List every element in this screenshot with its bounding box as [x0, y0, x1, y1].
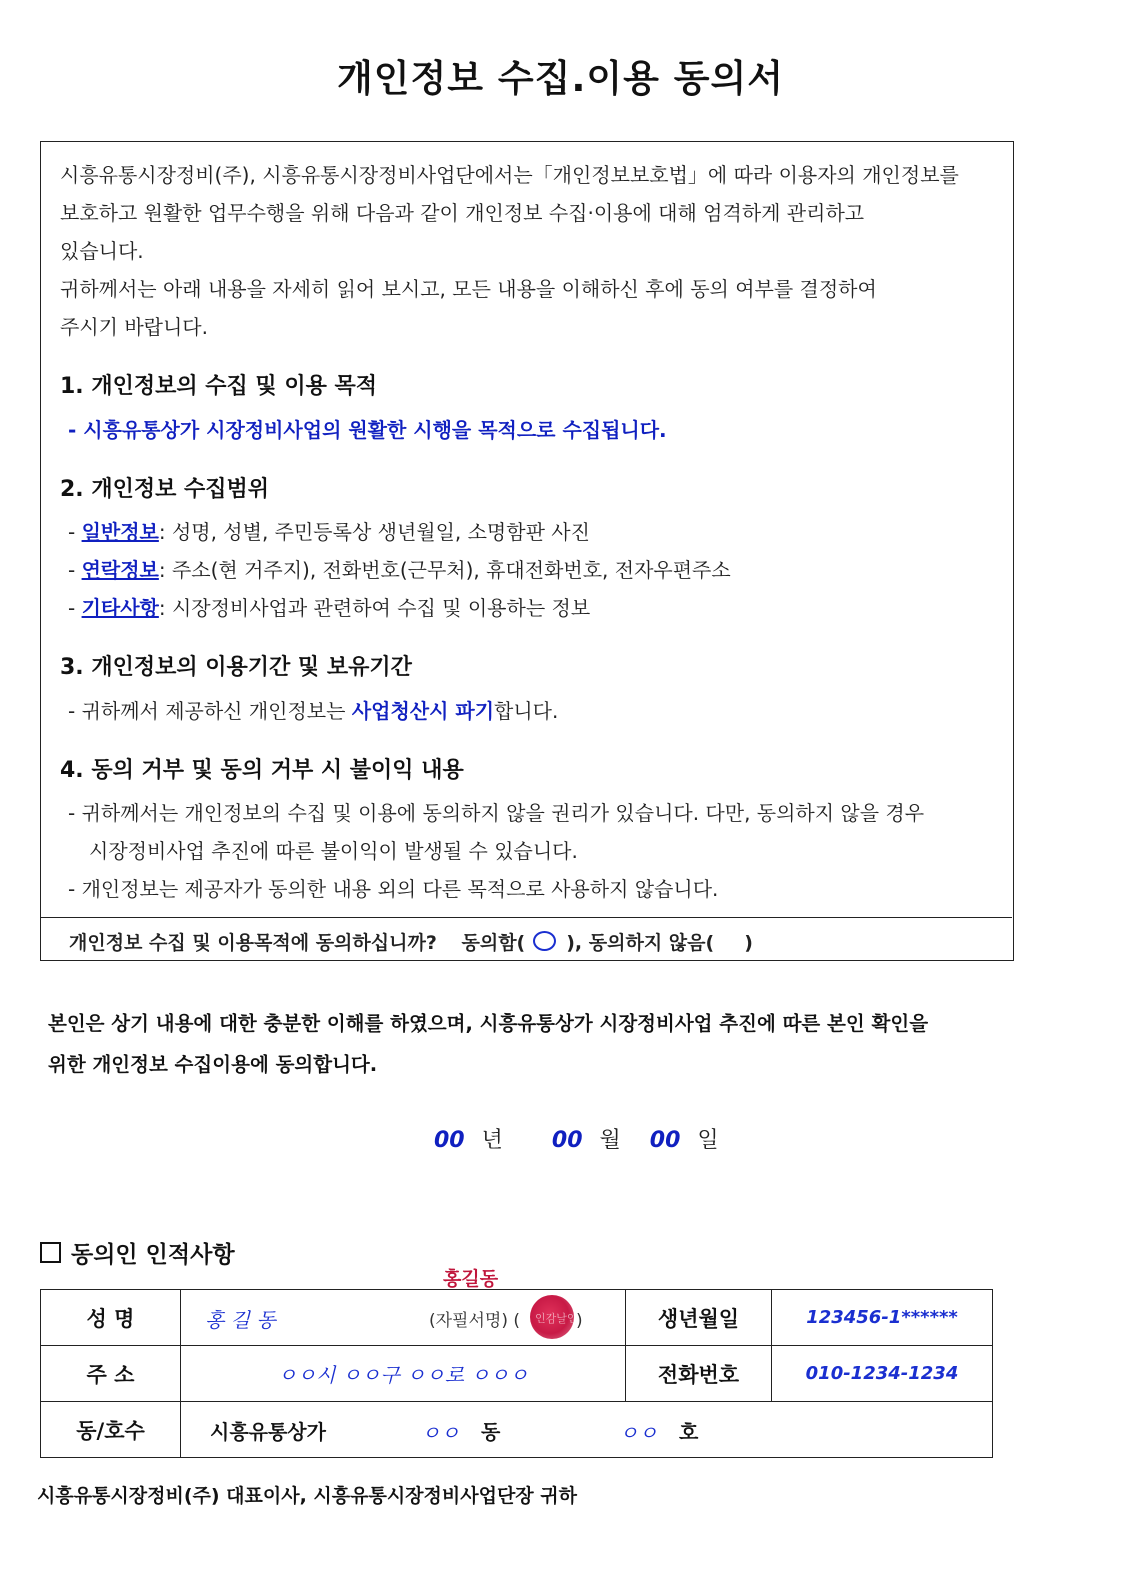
- name-value[interactable]: 홍 길 동: [205, 1308, 276, 1332]
- scope-label: 일반정보: [81, 520, 159, 544]
- date-month-unit: 월: [599, 1128, 621, 1153]
- phone-cell[interactable]: [772, 1346, 993, 1402]
- person-section-label: 동의인 인적사항: [71, 1242, 235, 1268]
- table-row: [41, 1346, 993, 1402]
- dong-unit: 동: [481, 1420, 501, 1444]
- consent-date: [434, 1123, 719, 1154]
- birth-label: 생년월일: [626, 1290, 772, 1346]
- section-4-title: 4. 동의 거부 및 동의 거부 시 불이익 내용: [60, 758, 464, 783]
- birth-cell[interactable]: [772, 1290, 993, 1346]
- seal-text: 인감날인: [535, 1312, 578, 1325]
- intro-line: 있습니다.: [60, 239, 144, 263]
- intro-text: [60, 156, 995, 346]
- unit-label: 동/호수: [41, 1402, 181, 1458]
- section-3-title: 3. 개인정보의 이용기간 및 보유기간: [60, 655, 412, 680]
- consent-question-line: [69, 928, 753, 955]
- retention-text: - 귀하께서 제공하신 개인정보는: [68, 699, 352, 723]
- birth-value[interactable]: 123456-1******: [806, 1307, 958, 1328]
- section-1-body: - 시흥유통상가 시장정비사업의 원활한 시행을 목적으로 수집됩니다.: [68, 418, 667, 442]
- confirm-line: 본인은 상기 내용에 대한 충분한 이해를 하였으며, 시흥유통상가 시장정비사업 추진에 따른 본인 확인을: [48, 1012, 929, 1035]
- scope-text: : 시장정비사업과 관련하여 수집 및 이용하는 정보: [158, 596, 591, 620]
- section-1-title: 1. 개인정보의 수집 및 이용 목적: [60, 374, 377, 399]
- date-day-value[interactable]: 00: [649, 1128, 681, 1153]
- scope-text: : 주소(현 거주지), 전화번호(근무처), 휴대전화번호, 전자우편주소: [158, 558, 731, 582]
- section-2-title: 2. 개인정보 수집범위: [60, 477, 269, 502]
- name-label: 성 명: [41, 1290, 181, 1346]
- address-value[interactable]: ㅇㅇ시 ㅇㅇ구 ㅇㅇ로 ㅇㅇㅇ: [277, 1363, 529, 1387]
- confirm-line: 위한 개인정보 수집이용에 동의합니다.: [48, 1053, 378, 1076]
- date-day-unit: 일: [697, 1128, 719, 1153]
- dash: -: [68, 558, 82, 582]
- retention-text-end: 합니다.: [494, 699, 559, 723]
- intro-line: 주시기 바랍니다.: [60, 315, 208, 339]
- address-label: 주 소: [41, 1346, 181, 1402]
- checkbox-square-icon: [40, 1242, 61, 1263]
- consent-close: ): [744, 932, 753, 954]
- ho-value[interactable]: ㅇㅇ: [619, 1421, 658, 1445]
- consent-disagree-label: ), 동의하지 않음(: [566, 932, 715, 954]
- scope-item-contact: [68, 554, 731, 583]
- document-title: 개인정보 수집.이용 동의서: [337, 57, 784, 100]
- date-year-value[interactable]: 00: [434, 1128, 465, 1153]
- phone-label: 전화번호: [626, 1346, 772, 1402]
- confirmation-statement: [48, 1003, 1038, 1085]
- section-4-line: - 귀하께서는 개인정보의 수집 및 이용에 동의하지 않을 권리가 있습니다. 다만, 동의하지 않을 경우: [68, 801, 925, 825]
- intro-line: 귀하께서는 아래 내용을 자세히 읽어 보시고, 모든 내용을 이해하신 후에 동의 여부를 결정하여: [60, 277, 877, 301]
- name-signature-cell[interactable]: [181, 1268, 626, 1346]
- consent-row: [41, 917, 1012, 961]
- person-info-table: [40, 1268, 993, 1458]
- addressee-footer: 시흥유통시장정비(주) 대표이사, 시흥유통시장정비사업단장 귀하: [37, 1485, 577, 1507]
- building-name: 시흥유통상가: [210, 1420, 326, 1444]
- section-3-body: [68, 695, 558, 724]
- consent-question: 개인정보 수집 및 이용목적에 동의하십니까?: [69, 932, 437, 954]
- intro-line: 시흥유통시장정비(주), 시흥유통시장정비사업단에서는「개인정보보호법」에 따라 이용자의 개인정보를: [60, 163, 959, 187]
- agree-check-mark[interactable]: [533, 931, 556, 951]
- phone-value[interactable]: 010-1234-1234: [805, 1363, 959, 1384]
- date-month-value[interactable]: 00: [551, 1128, 583, 1153]
- dong-value[interactable]: ㅇㅇ: [421, 1421, 460, 1445]
- address-cell[interactable]: [181, 1346, 626, 1402]
- scope-text: : 성명, 성별, 주민등록상 생년월일, 소명함판 사진: [158, 520, 590, 544]
- person-section-title: [40, 1236, 235, 1269]
- notice-box: [40, 141, 1014, 961]
- ho-unit: 호: [679, 1420, 699, 1444]
- unit-cell[interactable]: [181, 1402, 993, 1458]
- dash: -: [68, 596, 82, 620]
- scope-item-general: [68, 516, 590, 545]
- handwritten-signature: 홍길동: [443, 1268, 499, 1290]
- scope-item-other: [68, 592, 590, 621]
- intro-line: 보호하고 원활한 업무수행을 위해 다음과 같이 개인정보 수집·이용에 대해 엄격하게 관리하고: [60, 201, 865, 225]
- retention-highlight: 사업청산시 파기: [351, 699, 495, 723]
- date-year-unit: 년: [481, 1128, 503, 1153]
- scope-label: 연락정보: [81, 558, 159, 582]
- section-4-line: - 개인정보는 제공자가 동의한 내용 외의 다른 목적으로 사용하지 않습니다.: [68, 877, 719, 901]
- signature-label: (자필서명) ( ): [429, 1311, 583, 1331]
- consent-agree-label: 동의함(: [461, 932, 526, 954]
- dash: -: [68, 520, 82, 544]
- section-4-line: 시장정비사업 추진에 따른 불이익이 발생될 수 있습니다.: [89, 839, 578, 863]
- table-row: [41, 1402, 993, 1458]
- scope-label: 기타사항: [81, 596, 159, 620]
- table-row: [41, 1290, 993, 1346]
